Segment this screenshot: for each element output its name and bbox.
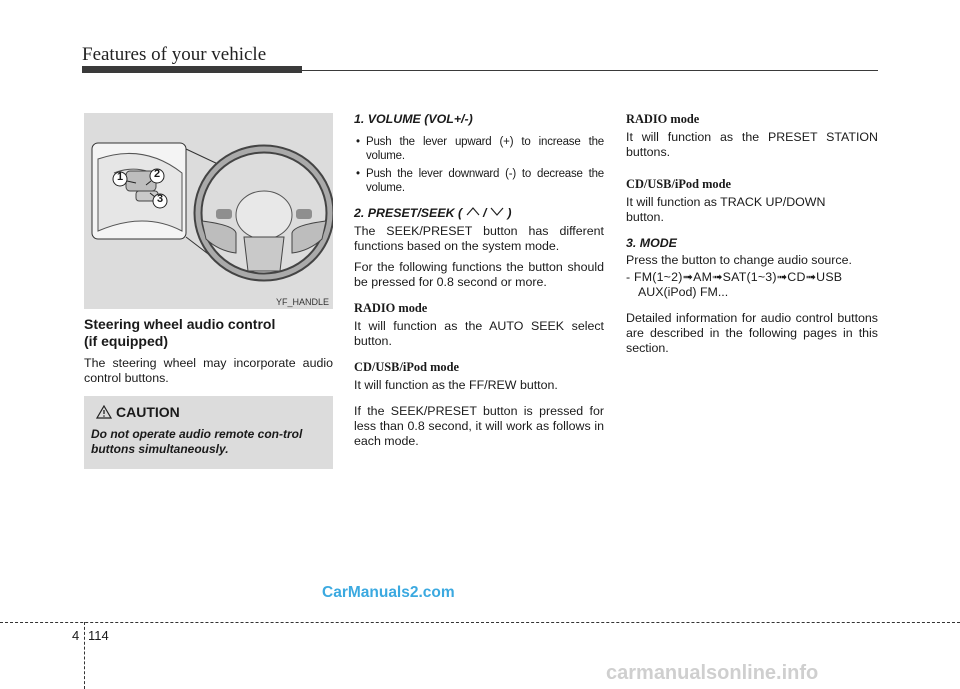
header-rule xyxy=(302,70,878,71)
mode-sequence-line2: AUX(iPod) FM... xyxy=(638,285,729,299)
callout-1-label: 1 xyxy=(116,171,124,183)
volume-bullet-1: • Push the lever upward (+) to increase the volume. xyxy=(356,136,604,162)
mode-heading: 3. MODE xyxy=(626,236,677,250)
preset-cd-text: It will function as the FF/REW button. xyxy=(354,378,558,392)
preset-radio-text: It will function as the AUTO SEEK select button. xyxy=(354,319,604,348)
callout-2-label: 2 xyxy=(153,168,161,180)
watermark-bottom: carmanualsonline.info xyxy=(606,662,819,684)
footer-rule xyxy=(0,622,960,623)
mode-sequence-line1: - FM(1~2)➟AM➟SAT(1~3)➟CD➟USB xyxy=(626,270,843,284)
callout-markers xyxy=(84,113,333,309)
page-number: 114 xyxy=(88,628,109,643)
preset-cd-heading: CD/USB/iPod mode xyxy=(354,360,459,374)
volume-heading: 1. VOLUME (VOL+/-) xyxy=(354,112,473,126)
steering-title-line2: (if equipped) xyxy=(84,333,168,349)
preset-p3: If the SEEK/PRESET button is pressed for less than 0.8 second, it will work as follows in each mode. xyxy=(354,404,604,448)
column-3 xyxy=(626,112,878,356)
steering-body: The steering wheel may incorporate audio control buttons. xyxy=(84,356,333,385)
col3-cd-text: It will function as TRACK UP/DOWN button. xyxy=(626,195,826,224)
chevron-down-icon xyxy=(490,206,504,220)
page-header-title: Features of your vehicle xyxy=(82,44,267,65)
header-bar xyxy=(82,66,302,73)
figure-label: YF_HANDLE xyxy=(275,297,329,307)
volume-bullet-2: • Push the lever downward (-) to decrease the volume. xyxy=(356,168,604,194)
column-2 xyxy=(354,112,604,449)
col3-radio-text: It will function as the PRESET STATION buttons. xyxy=(626,130,878,159)
preset-radio-heading: RADIO mode xyxy=(354,301,428,315)
preset-heading: 2. PRESET/SEEK ( / ) xyxy=(354,206,512,220)
steering-section-title xyxy=(84,316,333,350)
caution-heading xyxy=(96,404,180,422)
preset-p1: The SEEK/PRESET button has different functions based on the system mode. xyxy=(354,224,604,253)
callout-3-label: 3 xyxy=(156,193,164,205)
caution-box xyxy=(84,396,333,469)
chevron-up-icon xyxy=(466,206,480,220)
preset-p2: For the following functions the button should be pressed for 0.8 second or more. xyxy=(354,260,604,289)
col3-cd-heading: CD/USB/iPod mode xyxy=(626,177,731,191)
footer-divider xyxy=(84,622,85,689)
chapter-number: 4 xyxy=(72,628,80,643)
caution-text: Do not operate audio remote con-trol buttons simultaneously. xyxy=(91,427,303,456)
caution-label: CAUTION xyxy=(116,404,180,420)
warning-icon xyxy=(96,405,112,422)
mode-text: Press the button to change audio source. xyxy=(626,253,852,267)
col3-radio-heading: RADIO mode xyxy=(626,112,700,126)
steering-wheel-figure xyxy=(84,113,333,309)
watermark-link[interactable]: CarManuals2.com xyxy=(322,584,455,601)
steering-title-line1: Steering wheel audio control xyxy=(84,316,276,332)
detail-text: Detailed information for audio control buttons are described in the following pages in this section. xyxy=(626,311,878,355)
column-1 xyxy=(84,316,333,386)
